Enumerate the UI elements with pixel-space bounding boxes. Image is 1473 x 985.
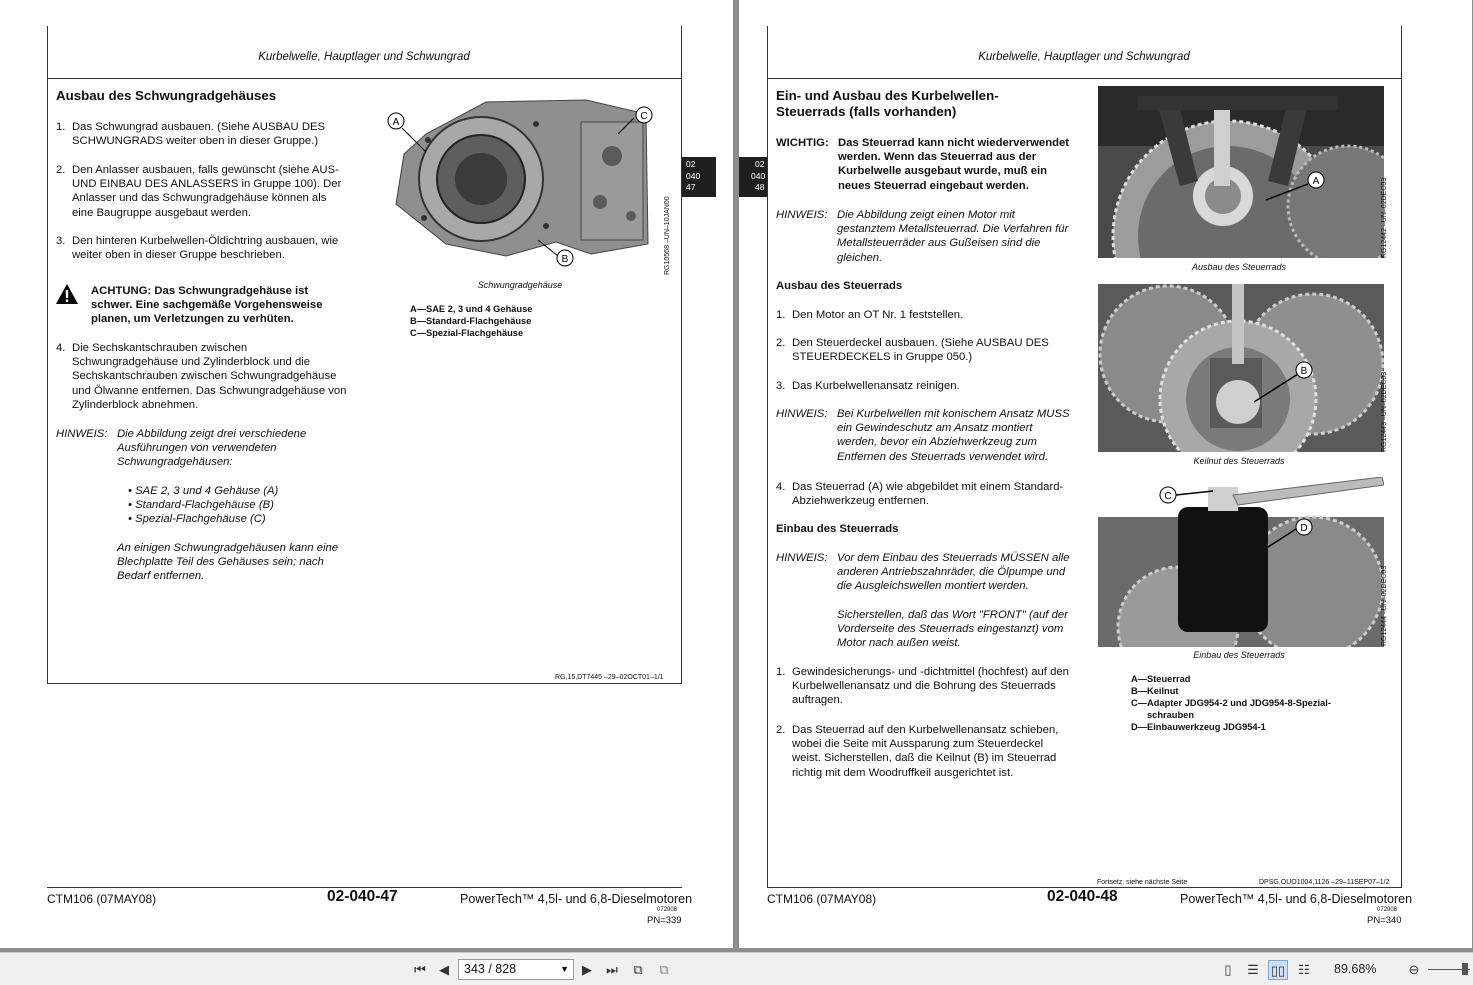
copy-icon[interactable]: ⧉ [633, 962, 643, 977]
callout-b [557, 250, 573, 266]
text-line: Die Abbildung zeigt drei verschiedene [117, 428, 307, 440]
callout-d [1296, 519, 1312, 535]
text-line: Den Motor an OT Nr. 1 feststellen. [792, 309, 964, 321]
figure-caption: Einbau des Steuerrads [1193, 650, 1285, 660]
footer-pn: PN=339 [647, 915, 682, 926]
text-line: neues Steuerrad eingebaut werden. [838, 179, 1029, 192]
text-line: Bedarf entfernen. [117, 570, 205, 583]
svg-text:A: A [392, 117, 400, 128]
text-line: Sechskantschrauben zwischen Schwungradgehäuse [72, 370, 337, 383]
footer-title: PowerTech™ 4,5l- und 6,8-Dieselmotoren [460, 892, 693, 906]
text-line: schwer. Eine sachgemäße Vorgehensweise [91, 299, 323, 312]
caution-text [91, 284, 361, 327]
bullet-list [128, 484, 378, 527]
note-block [776, 407, 1106, 464]
page-indicator: 343 / 828 [464, 962, 517, 976]
step-2 [56, 163, 376, 220]
zoom-level[interactable]: 89.68% [1334, 962, 1377, 976]
tab-line: 48 [755, 182, 765, 192]
viewer-toolbar [0, 952, 1473, 985]
note-block [56, 427, 376, 470]
text-line: Anlasser und das Schwungradgehäuse können als [72, 192, 327, 205]
text-line: Das Steuerrad auf den Kurbelwellenansatz schieben, [792, 724, 1059, 736]
step-number: 3. [776, 380, 786, 392]
text-line: Gewindesicherungs- und -dichtmittel (hochfest) auf den [792, 666, 1069, 678]
text-line: Entfernen des Steuerrads verwendet wird. [837, 450, 1048, 463]
step-number: 4. [776, 481, 786, 493]
step-number: 4. [56, 342, 66, 354]
text-line: richtig mit dem Woodruffkeil ausgerichtet ist. [792, 766, 1014, 779]
warning-icon [55, 283, 79, 305]
legend-item: A—SAE 2, 3 und 4 Gehäuse [410, 304, 533, 314]
text-line: Ausführungen von verwendeten [117, 442, 277, 455]
bullet-item: • Standard-Flachgehäuse (B) [128, 499, 274, 512]
figure-code: RG10568 –UN–10JAN00 [664, 196, 671, 275]
text-line: Zylinderblock abnehmen. [72, 398, 199, 411]
figure-caption: Keilnut des Steuerrads [1193, 456, 1285, 466]
note-extra [837, 608, 1107, 651]
page-header: Kurbelwelle, Hauptlager und Schwungrad [258, 51, 470, 63]
step-number: 1. [56, 121, 66, 133]
text-line: Den Anlasser ausbauen, falls gewünscht (siehe AUS- [72, 164, 339, 176]
callout-c [1160, 487, 1176, 503]
footer-date-code: 072908 [1377, 907, 1398, 913]
note-label: HINWEIS: [776, 408, 828, 420]
text-line: UND EINBAU DES ANLASSERS in Gruppe 100). Der [72, 178, 342, 191]
text-line: gestanztem Metallsteuerrad. Die Verfahren für [837, 223, 1069, 236]
figure-legend [410, 303, 532, 339]
text-line: Die Sechskantschrauben zwischen [72, 342, 248, 354]
footer-page-number: 02-040-47 [327, 888, 398, 905]
text-line: Motor nach außen weist. [837, 637, 961, 650]
important-block [776, 136, 1096, 193]
page-left [0, 0, 733, 948]
bullet-text: Spezial-Flachgehäuse (C) [135, 513, 266, 526]
step-3 [776, 379, 1096, 393]
copy-alt-icon[interactable]: ⧉ [659, 962, 669, 977]
text-line: Das Kurbelwellenansatz reinigen. [792, 380, 960, 392]
text-line: auftragen. [792, 694, 843, 707]
footer-date-code: 072908 [657, 907, 678, 913]
text-line: Vor dem Einbau des Steuerrads MÜSSEN alle [837, 552, 1070, 564]
footer-manual-id: CTM106 (07MAY08) [47, 892, 157, 906]
text-line: Das Schwungrad ausbauen. (Siehe AUSBAU DES [72, 121, 326, 133]
flywheel-housing-image [386, 94, 658, 274]
next-page-icon[interactable]: ▶ [582, 962, 592, 977]
first-page-icon[interactable]: ⏮ [414, 962, 426, 977]
single-page-icon[interactable]: ▯ [1224, 962, 1232, 977]
note-label: HINWEIS: [56, 428, 108, 440]
gear-install-photo [1098, 477, 1384, 647]
page-number-input[interactable] [458, 959, 574, 980]
two-page-continuous-icon[interactable]: ☷ [1298, 962, 1310, 977]
footer-manual-id: CTM106 (07MAY08) [767, 892, 877, 906]
text-line: Schwungradgehäusen: [117, 456, 233, 469]
step-4 [56, 341, 376, 412]
section-title: Ausbau des Schwungradgehäuses [56, 88, 277, 103]
step-1 [776, 308, 1096, 322]
tab-line: 040 [751, 170, 766, 181]
bullet-text: SAE 2, 3 und 4 Gehäuse (A) [135, 485, 279, 497]
zoom-out-icon[interactable]: ⊖ [1408, 962, 1420, 977]
section-tab [739, 157, 767, 197]
step-b2 [776, 723, 1106, 780]
figure-legend [1131, 673, 1331, 733]
title-line: Ein- und Ausbau des Kurbelwellen- [776, 88, 999, 103]
text-line: Kurbelwellenansatz und die Bohrung des Steuerrads [792, 680, 1056, 693]
page-frame-line [1401, 26, 1402, 78]
callout-a [388, 113, 404, 129]
footer-pn: PN=340 [1367, 915, 1402, 926]
text-line: Das Steuerrad (A) wie abgebildet mit einem Standard- [792, 481, 1064, 493]
footer-page-number: 02-040-48 [1047, 888, 1118, 905]
step-number: 1. [776, 309, 786, 321]
text-line: weiter oben in dieser Gruppe beschrieben. [72, 249, 285, 262]
keyway-photo [1098, 284, 1384, 452]
text-line: und Ölwanne entfernen. Das Schwungradgehäuse von [72, 384, 347, 397]
text-line: Metallsteuerräder aus Gußeisen sind die [837, 237, 1041, 250]
two-page-icon[interactable]: ▯▯ [1268, 960, 1288, 980]
text-line: Das Steuerrad kann nicht wiederverwendet [838, 137, 1070, 149]
step-b1 [776, 665, 1106, 708]
text-line: Den hinteren Kurbelwellen-Öldichtring ausbauen, wie [72, 235, 339, 247]
tab-line: 02 [686, 159, 696, 169]
gear-removal-photo [1098, 86, 1384, 258]
figure-code: RG12443 –UN–02DEC03 [1381, 371, 1388, 452]
page-header: Kurbelwelle, Hauptlager und Schwungrad [978, 51, 1190, 63]
svg-text:A: A [1312, 176, 1320, 187]
note-block [776, 551, 1106, 594]
text-line: Abziehwerkzeug entfernen. [792, 495, 929, 508]
step-1 [56, 120, 376, 148]
tab-line: 02 [755, 159, 765, 169]
text-line: gleichen. [837, 251, 883, 264]
note-extra [117, 541, 387, 584]
text-line: eine Baugruppe ausgebaut werden. [72, 206, 252, 219]
bullet-item: • SAE 2, 3 und 4 Gehäuse (A) [128, 485, 279, 497]
text-line: werden, bevor ein Abziehwerkzeug zum [837, 436, 1037, 449]
legend-item: D—Einbauwerkzeug JDG954-1 [1131, 722, 1266, 732]
legend-item: C—Adapter JDG954-2 und JDG954-8-Spezial- [1131, 698, 1331, 708]
text-line: Vorderseite des Steuerrads eingestanzt) vom [837, 623, 1064, 636]
section-tab [682, 157, 716, 197]
text-line: Den Steuerdeckel ausbauen. (Siehe AUSBAU DES [792, 337, 1049, 349]
bullet-text: Standard-Flachgehäuse (B) [135, 499, 274, 512]
figure-caption: Ausbau des Steuerrads [1191, 262, 1287, 272]
callout-c [636, 107, 652, 123]
box-footer-code: RG,15,DT7445 –29–02OCT01–1/1 [555, 674, 664, 681]
subsection-title: Einbau des Steuerrads [776, 523, 899, 535]
text-line: die Ausgleichswellen montiert werden. [837, 580, 1029, 593]
step-number: 3. [56, 235, 66, 247]
note-label: HINWEIS: [776, 552, 828, 564]
page-right [739, 0, 1472, 948]
text-line: planen, um Verletzungen zu verhüten. [91, 313, 294, 326]
step-2 [776, 336, 1096, 364]
callout-b [1296, 362, 1312, 378]
text-line: anderen Antriebszahnräder, die Ölpumpe und [837, 566, 1066, 579]
text-line: STEUERDECKELS in Gruppe 050.) [792, 351, 973, 364]
text-line: ein Gewindeschutz am Ansatz montiert [837, 422, 1033, 435]
tab-line: 47 [686, 182, 696, 192]
step-number: 2. [776, 337, 786, 349]
step-number: 2. [56, 164, 66, 176]
text-line: Blechplatte Teil des Gehäuses sein; nach [117, 556, 324, 569]
text-line: Kurbelwelle ausgebaut wurde, muß ein [838, 165, 1048, 178]
figure-caption: Schwungradgehäuse [477, 280, 563, 290]
bullet-item: • Spezial-Flachgehäuse (C) [128, 513, 266, 526]
legend-item: C—Spezial-Flachgehäuse [410, 328, 524, 338]
figure-code: RG12442 –UN–02DEC03 [1381, 177, 1388, 258]
page-frame-line [681, 26, 682, 78]
legend-item: schrauben [1147, 710, 1195, 720]
prev-page-icon[interactable]: ◀ [439, 962, 449, 977]
important-label: WICHTIG: [776, 137, 829, 149]
legend-item: B—Keilnut [1131, 686, 1179, 696]
text-line: weist. Sicherstellen, daß die Keilnut (B) im Steuerrad [792, 752, 1057, 765]
subsection-title: Ausbau des Steuerrads [776, 280, 903, 292]
text-line: Schwungradgehäuse und Zylinderblock und die [72, 356, 311, 369]
svg-text:D: D [1300, 523, 1308, 534]
text-line: werden. Wenn das Steuerrad aus der [838, 151, 1037, 164]
box-footer-code: DPSG,OUO1004,1126 –29–11SEP07–1/2 [1259, 879, 1390, 886]
section-title [776, 88, 999, 120]
text-line: wobei die Seite mit Aussparung zum Steuerdeckel [792, 738, 1044, 751]
legend-item: B—Standard-Flachgehäuse [410, 316, 532, 326]
text-line: An einigen Schwungradgehäusen kann eine [117, 542, 339, 554]
callout-a [1308, 172, 1324, 188]
text-line: Bei Kurbelwellen mit konischem Ansatz MUSS [837, 408, 1070, 420]
step-4 [776, 480, 1096, 508]
tab-line: 040 [686, 170, 701, 181]
svg-text:B: B [1300, 366, 1308, 377]
step-number: 2. [776, 724, 786, 736]
title-line: Steuerrads (falls vorhanden) [776, 104, 957, 119]
last-page-icon[interactable]: ⏭ [606, 962, 618, 977]
text-line: ACHTUNG: Das Schwungradgehäuse ist [91, 285, 309, 297]
text-line: Sicherstellen, daß das Wort "FRONT" (auf der [837, 609, 1068, 621]
chevron-down-icon[interactable]: ▼ [560, 964, 569, 974]
step-3 [56, 234, 376, 262]
continuous-icon[interactable]: ☰ [1247, 962, 1259, 977]
zoom-slider-handle[interactable] [1462, 963, 1468, 975]
figure-code: RG12444 –UN–02DEC03 [1381, 565, 1388, 646]
legend-item: A—Steuerrad [1131, 674, 1191, 684]
svg-text:C: C [640, 111, 648, 122]
svg-text:B: B [561, 254, 569, 265]
footer-title: PowerTech™ 4,5l- und 6,8-Dieselmotoren [1180, 892, 1413, 906]
continued-note: Fortsetz. siehe nächste Seite [1097, 879, 1188, 886]
note-label: HINWEIS: [776, 209, 828, 221]
text-line: SCHWUNGRADS weiter oben in dieser Gruppe.) [72, 135, 319, 148]
step-number: 1. [776, 666, 786, 678]
text-line: Die Abbildung zeigt einen Motor mit [837, 209, 1015, 221]
svg-text:C: C [1164, 491, 1172, 502]
note-block [776, 208, 1096, 265]
